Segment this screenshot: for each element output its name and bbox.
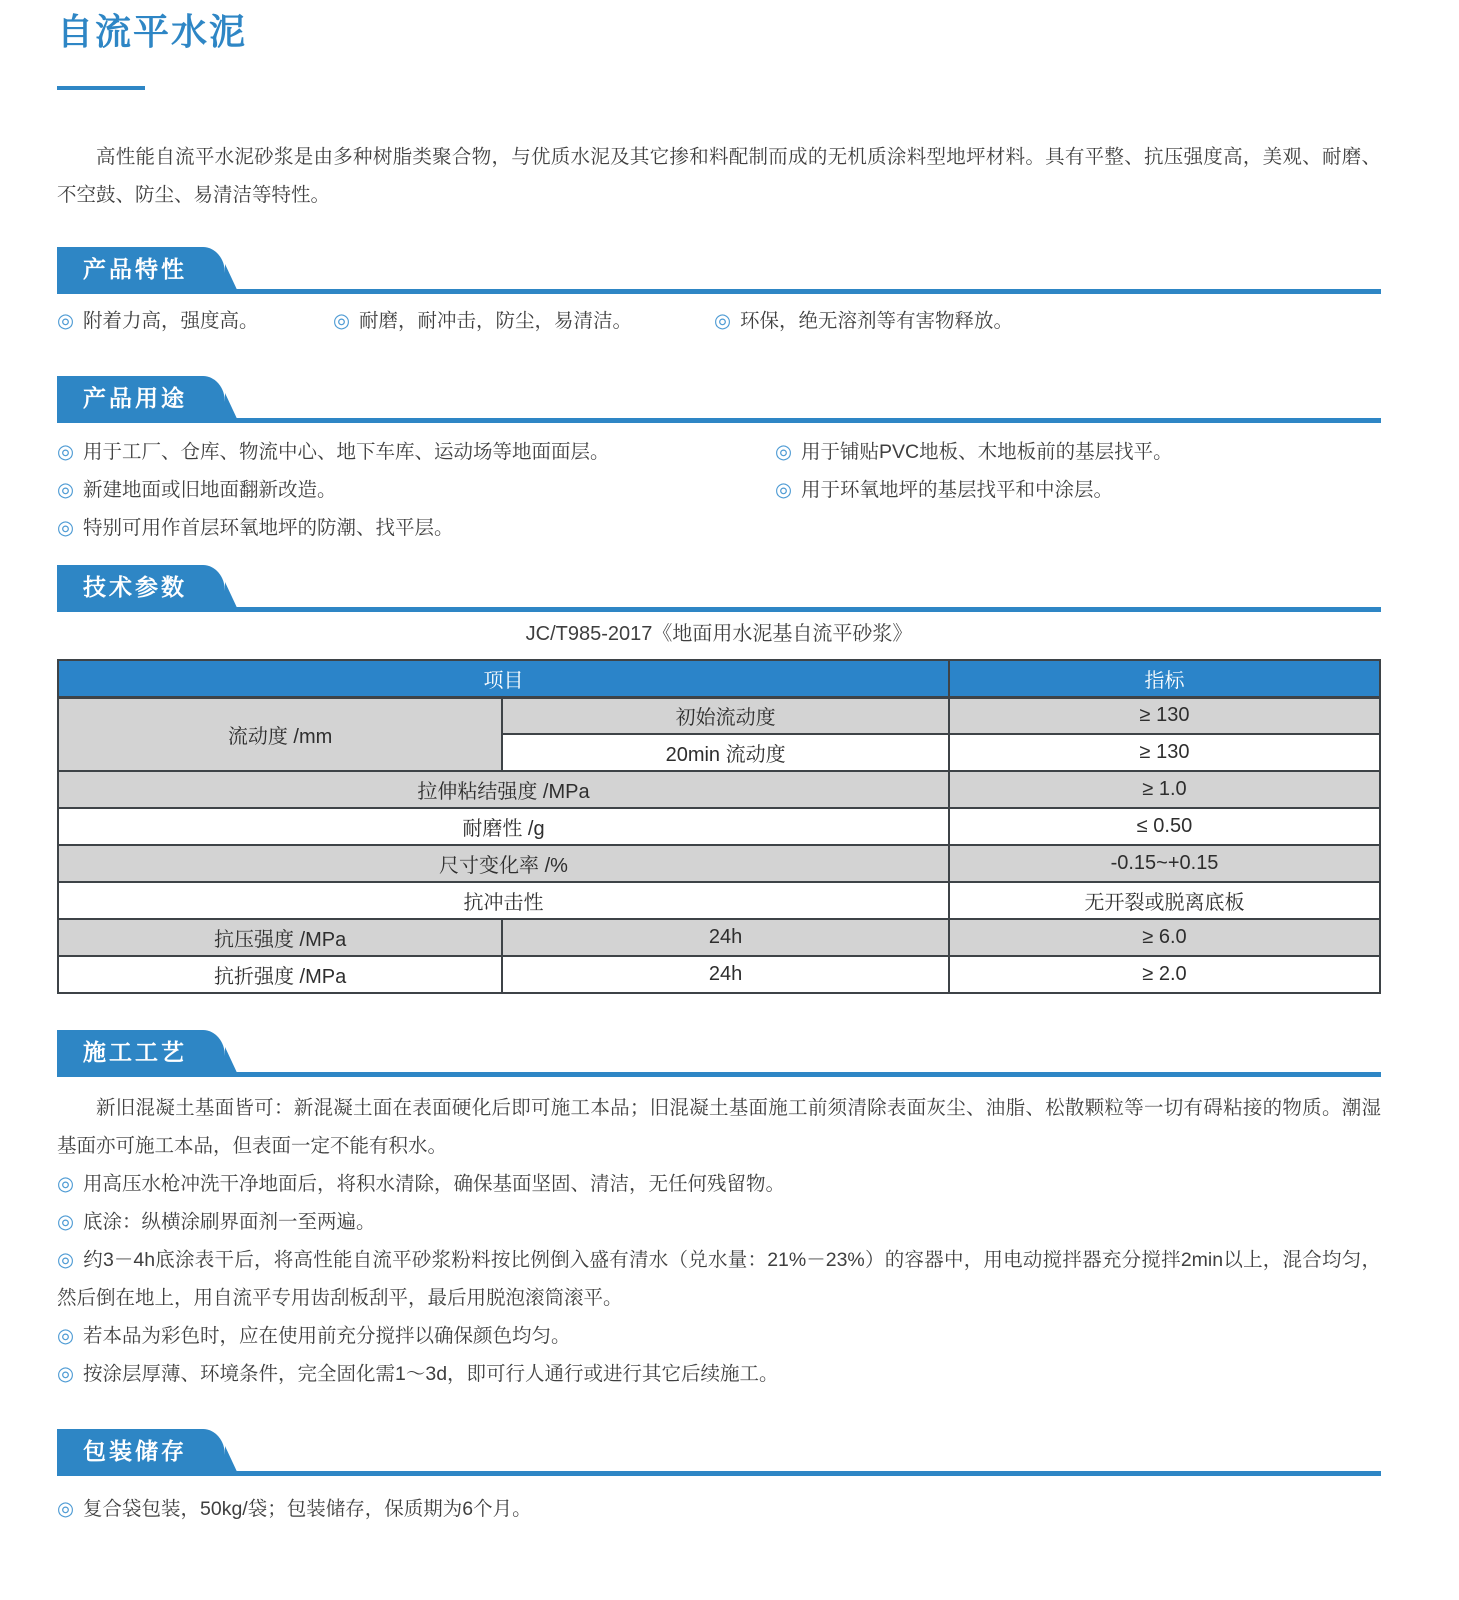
process-list bbox=[57, 1165, 1381, 1393]
cell-value: ≥ 130 bbox=[949, 697, 1380, 734]
table-row bbox=[58, 882, 1380, 919]
packaging-text: 复合袋包装，50kg/袋；包装储存，保质期为6个月。 bbox=[83, 1498, 532, 1520]
ring-bullet-icon: ◎ bbox=[57, 1498, 75, 1520]
cell-value: ≤ 0.50 bbox=[949, 808, 1380, 845]
section-tab-process: 施工工艺 bbox=[57, 1030, 225, 1077]
section-rule bbox=[57, 607, 1381, 612]
table-row bbox=[58, 956, 1380, 993]
cell-value: ≥ 130 bbox=[949, 734, 1380, 771]
table-row bbox=[58, 697, 1380, 734]
cell-property: 拉伸粘结强度 /MPa bbox=[58, 771, 949, 808]
use-text: 用于工厂、仓库、物流中心、地下车库、运动场等地面面层。 bbox=[83, 441, 610, 463]
list-item bbox=[57, 471, 775, 509]
ring-bullet-icon: ◎ bbox=[57, 310, 75, 332]
list-item bbox=[57, 1203, 1381, 1241]
process-header bbox=[57, 1030, 1381, 1077]
list-item bbox=[775, 471, 1381, 509]
ring-bullet-icon: ◎ bbox=[775, 441, 793, 463]
section-rule bbox=[57, 1072, 1381, 1077]
ring-bullet-icon: ◎ bbox=[57, 1173, 75, 1195]
feature-text: 耐磨，耐冲击，防尘，易清洁。 bbox=[359, 310, 633, 332]
table-row bbox=[58, 919, 1380, 956]
cell-property: 抗冲击性 bbox=[58, 882, 949, 919]
ring-bullet-icon: ◎ bbox=[57, 1211, 75, 1233]
specs-table bbox=[57, 659, 1381, 994]
cell-property: 尺寸变化率 /% bbox=[58, 845, 949, 882]
ring-bullet-icon: ◎ bbox=[57, 1249, 75, 1271]
list-item bbox=[57, 1355, 1381, 1393]
cell-subproperty: 20min 流动度 bbox=[502, 734, 949, 771]
specs-header bbox=[57, 565, 1381, 612]
intro-paragraph: 高性能自流平水泥砂浆是由多种树脂类聚合物，与优质水泥及其它掺和料配制而成的无机质涂料型地坪材料。具有平整、抗压强度高，美观、耐磨、不空鼓、防尘、易清洁等特性。 bbox=[57, 146, 1381, 206]
ring-bullet-icon: ◎ bbox=[333, 310, 351, 332]
list-item bbox=[57, 1317, 1381, 1355]
use-text: 用于环氧地坪的基层找平和中涂层。 bbox=[801, 479, 1114, 501]
list-item bbox=[57, 509, 775, 547]
list-item bbox=[57, 1490, 1381, 1528]
list-item bbox=[57, 433, 775, 471]
ring-bullet-icon: ◎ bbox=[57, 479, 75, 501]
use-text: 用于铺贴PVC地板、木地板前的基层找平。 bbox=[801, 441, 1173, 463]
ring-bullet-icon: ◎ bbox=[57, 1325, 75, 1347]
section-rule bbox=[57, 1471, 1381, 1476]
ring-bullet-icon: ◎ bbox=[57, 517, 75, 539]
table-row bbox=[58, 845, 1380, 882]
table-caption: JC/T985-2017《地面用水泥基自流平砂浆》 bbox=[525, 623, 913, 645]
cell-value: -0.15~+0.15 bbox=[949, 845, 1380, 882]
packaging-header bbox=[57, 1429, 1381, 1476]
list-item bbox=[57, 306, 333, 336]
feature-text: 附着力高，强度高。 bbox=[83, 310, 259, 332]
list-item bbox=[57, 1165, 1381, 1203]
use-text: 新建地面或旧地面翻新改造。 bbox=[83, 479, 337, 501]
section-uses bbox=[57, 376, 1381, 547]
process-step-text: 用高压水枪冲洗干净地面后，将积水清除，确保基面坚固、清洁，无任何残留物。 bbox=[83, 1173, 786, 1195]
section-features bbox=[57, 247, 1381, 336]
uses-columns bbox=[57, 433, 1381, 547]
section-tab-uses: 产品用途 bbox=[57, 376, 225, 423]
ring-bullet-icon: ◎ bbox=[775, 479, 793, 501]
process-step-text: 若本品为彩色时，应在使用前充分搅拌以确保颜色均匀。 bbox=[83, 1325, 571, 1347]
list-item bbox=[57, 1241, 1381, 1317]
ring-bullet-icon: ◎ bbox=[57, 441, 75, 463]
column-header-index: 指标 bbox=[949, 660, 1380, 697]
cell-value: 无开裂或脱离底板 bbox=[949, 882, 1380, 919]
uses-left-column bbox=[57, 433, 775, 547]
features-header bbox=[57, 247, 1381, 294]
section-rule bbox=[57, 418, 1381, 423]
page-title: 自流平水泥 bbox=[57, 11, 248, 52]
list-item bbox=[714, 306, 1013, 336]
process-step-text: 约3－4h底涂表干后，将高性能自流平砂浆粉料按比例倒入盛有清水（兑水量：21%－23%）的容器中，用电动搅拌器充分搅拌2min以上，混合均匀，然后倒在地上，用自流平专用齿刮板刮平，最后用脱泡滚筒滚平。 bbox=[57, 1249, 1382, 1309]
cell-value: ≥ 2.0 bbox=[949, 956, 1380, 993]
table-row bbox=[58, 771, 1380, 808]
cell-subproperty: 24h bbox=[502, 919, 949, 956]
cell-property: 抗折强度 /MPa bbox=[58, 956, 502, 993]
section-tab-specs: 技术参数 bbox=[57, 565, 225, 612]
cell-subproperty: 24h bbox=[502, 956, 949, 993]
cell-property: 耐磨性 /g bbox=[58, 808, 949, 845]
section-tab-packaging: 包装储存 bbox=[57, 1429, 225, 1476]
section-tab-features: 产品特性 bbox=[57, 247, 225, 294]
table-header-row bbox=[58, 660, 1380, 697]
ring-bullet-icon: ◎ bbox=[714, 310, 732, 332]
section-packaging bbox=[57, 1429, 1381, 1528]
cell-value: ≥ 6.0 bbox=[949, 919, 1380, 956]
section-rule bbox=[57, 289, 1381, 294]
feature-text: 环保，绝无溶剂等有害物释放。 bbox=[740, 310, 1014, 332]
list-item bbox=[775, 433, 1381, 471]
cell-property: 抗压强度 /MPa bbox=[58, 919, 502, 956]
section-process bbox=[57, 1030, 1381, 1393]
process-step-text: 按涂层厚薄、环境条件，完全固化需1～3d，即可行人通行或进行其它后续施工。 bbox=[83, 1363, 779, 1385]
uses-right-column bbox=[775, 433, 1381, 547]
process-paragraph: 新旧混凝土基面皆可：新混凝土面在表面硬化后即可施工本品；旧混凝土基面施工前须清除表面灰尘、油脂、松散颗粒等一切有碍粘接的物质。潮湿基面亦可施工本品，但表面一定不能有积水。 bbox=[57, 1097, 1381, 1157]
column-header-item: 项目 bbox=[58, 660, 949, 697]
title-underline bbox=[57, 86, 145, 90]
list-item bbox=[333, 306, 714, 336]
cell-subproperty: 初始流动度 bbox=[502, 697, 949, 734]
cell-property: 流动度 /mm bbox=[58, 697, 502, 771]
uses-header bbox=[57, 376, 1381, 423]
use-text: 特别可用作首层环氧地坪的防潮、找平层。 bbox=[83, 517, 454, 539]
table-row bbox=[58, 808, 1380, 845]
ring-bullet-icon: ◎ bbox=[57, 1363, 75, 1385]
process-step-text: 底涂：纵横涂刷界面剂一至两遍。 bbox=[83, 1211, 376, 1233]
cell-value: ≥ 1.0 bbox=[949, 771, 1380, 808]
section-specs bbox=[57, 565, 1381, 994]
features-list bbox=[57, 306, 1381, 336]
